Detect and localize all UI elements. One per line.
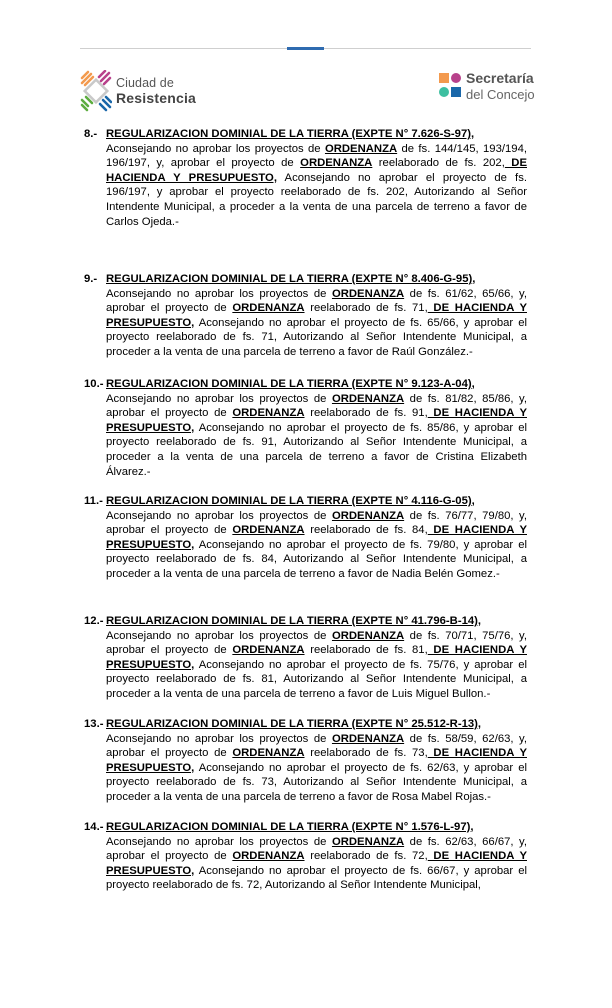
item-number: 8.-	[84, 128, 98, 140]
committee-label: DE HACIENDA Y PRESUPUESTO,	[106, 302, 527, 329]
title-comma: ,	[471, 128, 475, 140]
item-number: 11.-	[84, 495, 103, 507]
item-title: REGULARIZACION DOMINIAL DE LA TIERRA (EXPTE N° 25.512-R-13)	[106, 718, 478, 730]
item-text: Aconsejando no aprobar los proyectos de	[106, 392, 332, 405]
ordenanza-label: ORDENANZA	[324, 142, 398, 155]
committee-label: DE HACIENDA Y PRESUPUESTO,	[106, 524, 527, 551]
title-comma: ,	[477, 718, 482, 730]
agenda-item	[84, 614, 527, 702]
title-comma: ,	[477, 615, 482, 627]
item-text: de fs. 70/71, 75/76, y, aprobar el proyecto de	[106, 629, 528, 657]
item-text: Aconsejando no aprobar el proyecto de fs. 85/86, y aprobar el proyecto reelaborado de fs. 91, Autorizando al Señor Intendente Municipal, a proceder a la venta de una parcela de terreno a favor de Cristina Elizabeth Álvarez.-	[106, 421, 527, 478]
ordenanza-label: ORDENANZA	[232, 850, 305, 863]
item-text: de fs. 81/82, 85/86, y, aprobar el proyecto de	[106, 392, 528, 420]
ordenanza-label: ORDENANZA	[232, 407, 305, 420]
logo-left-line2: Resistencia	[116, 90, 197, 106]
item-title: REGULARIZACION DOMINIAL DE LA TIERRA (EXPTE N° 4.116-G-05)	[106, 495, 472, 507]
agenda-item	[84, 820, 527, 893]
item-text: Aconsejando no aprobar los proyectos de	[106, 142, 325, 155]
agenda-item	[84, 494, 527, 582]
item-text: Aconsejando no aprobar el proyecto de fs. 62/63, y aprobar el proyecto reelaborado de fs. 73, Autorizando al Señor Intendente Municipal, a proceder a la venta de una parcela de terreno a favor de Rosa Mabel Rojas.-	[106, 761, 527, 803]
item-text: Aconsejando no aprobar el proyecto de fs. 75/76, y aprobar el proyecto reelaborado de fs. 81, Autorizando al Señor Intendente Municipal, a proceder a la venta de una parcela de terreno a favor de Luis Miguel Bullon.-	[106, 658, 527, 700]
item-text: de fs. 144/145, 193/194, 196/197, y, aprobar el proyecto de	[106, 142, 528, 170]
ordenanza-label: ORDENANZA	[331, 629, 405, 642]
ordenanza-label: ORDENANZA	[232, 302, 305, 315]
item-number: 13.-	[84, 718, 104, 730]
item-text: Aconsejando no aprobar los proyectos de	[106, 287, 332, 300]
committee-label: DE HACIENDA Y PRESUPUESTO,	[106, 407, 527, 434]
title-comma: ,	[471, 378, 475, 390]
committee-label: DE HACIENDA Y PRESUPUESTO,	[106, 157, 527, 184]
committee-label: DE HACIENDA Y PRESUPUESTO,	[106, 850, 527, 877]
item-text: reelaborado de fs. 72,	[304, 850, 428, 863]
logo-right-line1: Secretaría	[466, 70, 534, 86]
item-number: 10.-	[84, 378, 104, 390]
item-number: 12.-	[84, 615, 104, 627]
resistencia-emblem-icon	[80, 70, 112, 112]
agenda-item	[84, 717, 527, 805]
ordenanza-label: ORDENANZA	[331, 509, 405, 522]
item-text: Aconsejando no aprobar los proyectos de	[106, 509, 332, 522]
item-text: reelaborado de fs. 81,	[304, 644, 428, 657]
ordenanza-label: ORDENANZA	[232, 524, 305, 537]
item-text: reelaborado de fs. 84,	[304, 524, 428, 537]
item-text: Aconsejando no aprobar los proyectos de	[106, 835, 332, 848]
item-text: reelaborado de fs. 73,	[304, 747, 428, 760]
ordenanza-label: ORDENANZA	[232, 644, 305, 657]
agenda-item	[84, 127, 527, 229]
item-text: Aconsejando no aprobar el proyecto de fs. 196/197, y aprobar el proyecto reelaborado de fs. 202, Autorizando al Señor Intendente Municipal, a proceder a la venta de una parcela de terreno a favor de Carlos Ojeda.-	[106, 171, 527, 228]
agenda-item	[84, 377, 527, 479]
ordenanza-label: ORDENANZA	[331, 835, 405, 848]
item-number: 9.-	[84, 273, 98, 285]
title-comma: ,	[470, 821, 474, 833]
teal-circle-icon	[439, 87, 449, 97]
committee-label: DE HACIENDA Y PRESUPUESTO,	[106, 747, 527, 774]
agenda-item	[84, 272, 527, 360]
ordenanza-label: ORDENANZA	[331, 287, 405, 300]
item-text: de fs. 61/62, 65/66, y, aprobar el proyecto de	[106, 287, 528, 315]
item-title: REGULARIZACION DOMINIAL DE LA TIERRA (EXPTE N° 8.406-G-95)	[106, 273, 473, 285]
item-text: Aconsejando no aprobar los proyectos de	[106, 629, 332, 642]
item-title: REGULARIZACION DOMINIAL DE LA TIERRA (EXPTE N° 9.123-A-04)	[106, 378, 472, 390]
item-text: Aconsejando no aprobar los proyectos de	[106, 732, 332, 745]
item-text: de fs. 58/59, 62/63, y, aprobar el proyecto de	[106, 732, 528, 760]
secretaria-del-concejo-logo	[437, 70, 537, 106]
item-number: 14.-	[84, 821, 104, 833]
item-text: reelaborado de fs. 202,	[372, 157, 505, 170]
orange-square-icon	[439, 73, 449, 83]
ordenanza-label: ORDENANZA	[331, 732, 405, 745]
logo-right-line2: del Concejo	[466, 87, 535, 102]
logo-left-line1: Ciudad de	[116, 76, 174, 90]
ordenanza-label: ORDENANZA	[300, 157, 373, 170]
item-text: Aconsejando no aprobar el proyecto de fs. 65/66, y aprobar el proyecto reelaborado de fs. 71, Autorizando al Señor Intendente Municipal, a proceder a la venta de una parcela de terreno a favor de Raúl González.-	[106, 316, 527, 358]
item-text: Aconsejando no aprobar el proyecto de fs. 79/80, y aprobar el proyecto reelaborado de fs. 84, Autorizando al Señor Intendente Municipal, a proceder a la venta de una parcela de terreno a favor de Nadia Belén Gomez.-	[106, 538, 527, 580]
item-text: de fs. 76/77, 79/80, y, aprobar el proyecto de	[106, 509, 528, 537]
item-text: de fs. 62/63, 66/67, y, aprobar el proyecto de	[106, 835, 528, 863]
item-title: REGULARIZACION DOMINIAL DE LA TIERRA (EXPTE N° 41.796-B-14)	[106, 615, 478, 627]
title-comma: ,	[472, 273, 476, 285]
blue-square-icon	[451, 87, 461, 97]
title-comma: ,	[471, 495, 475, 507]
ordenanza-label: ORDENANZA	[232, 747, 305, 760]
header-accent-bar	[287, 47, 324, 50]
ciudad-de-resistencia-logo	[80, 70, 200, 114]
magenta-circle-icon	[451, 73, 461, 83]
item-text: Aconsejando no aprobar el proyecto de fs. 66/67, y aprobar el proyecto reelaborado de fs. 72, Autorizando al Señor Intendente Municipal,	[106, 864, 527, 892]
item-text: reelaborado de fs. 71,	[304, 302, 428, 315]
ordenanza-label: ORDENANZA	[331, 392, 405, 405]
item-title: REGULARIZACION DOMINIAL DE LA TIERRA (EXPTE N° 7.626-S-97)	[106, 128, 472, 140]
item-title: REGULARIZACION DOMINIAL DE LA TIERRA (EXPTE N° 1.576-L-97)	[106, 821, 471, 833]
committee-label: DE HACIENDA Y PRESUPUESTO,	[106, 644, 527, 671]
item-text: reelaborado de fs. 91,	[304, 407, 428, 420]
